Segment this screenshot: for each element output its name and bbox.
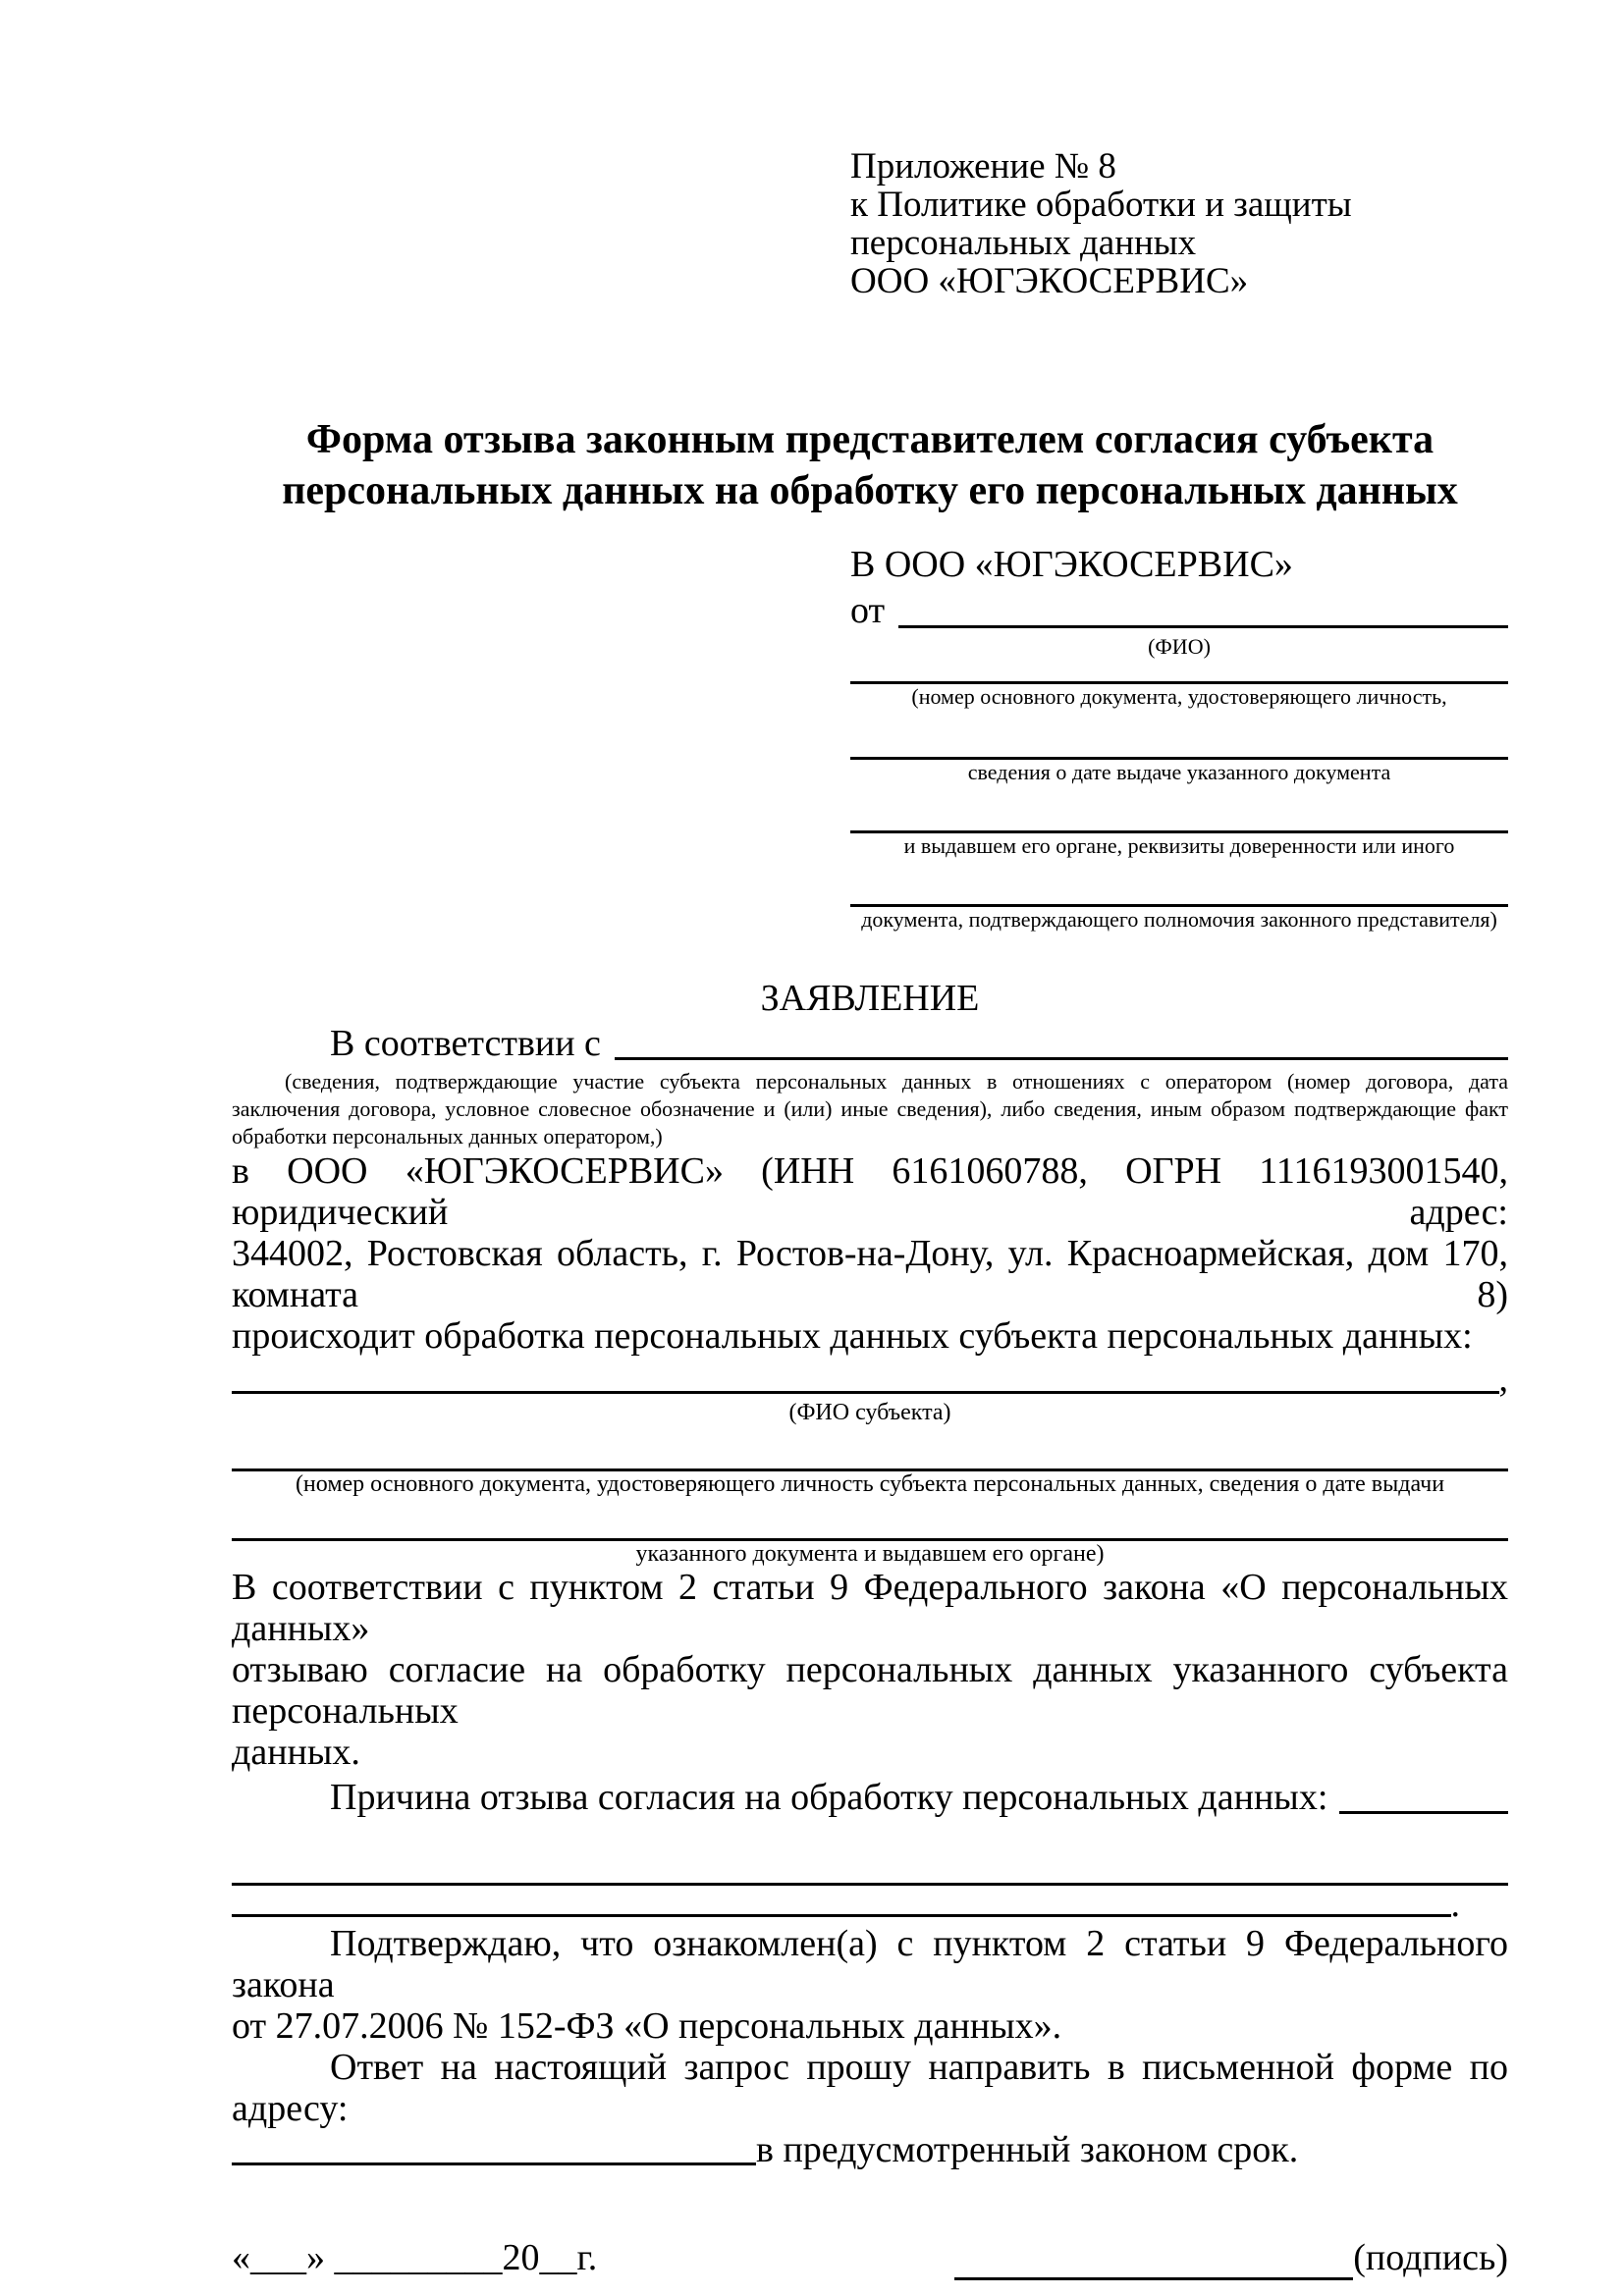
signature-area <box>954 2235 1508 2280</box>
signature-blank-line <box>954 2238 1353 2280</box>
addressee-block <box>850 542 1508 933</box>
doc-info-blank-line <box>850 727 1508 760</box>
document-title <box>232 414 1508 516</box>
intro-blank-line <box>615 1021 1508 1060</box>
reply-paragraph <box>232 2047 1508 2170</box>
document-title-line: Форма отзыва законным представителем согласия субъекта <box>305 417 1435 462</box>
appendix-line: к Политике обработки и защиты <box>850 185 1352 225</box>
appendix-line: Приложение № 8 <box>850 146 1116 187</box>
doc-info-caption: и выдавшем его органе, реквизиты доверенности или иного <box>903 833 1455 858</box>
subject-doc-blank-line <box>232 1439 1508 1471</box>
statement-heading: ЗАЯВЛЕНИЕ <box>760 978 980 1019</box>
from-label: от <box>850 590 886 631</box>
subject-doc-blank-line <box>232 1509 1508 1541</box>
note-line: заключения договора, условное словесное обозначение и (или) иные сведения), либо сведения, иным образом подтверждающие факт <box>232 1096 1508 1121</box>
doc-info-caption: документа, подтверждающего полномочия законного представителя) <box>861 907 1497 932</box>
doc-info-blank-line <box>850 801 1508 833</box>
note-line: (сведения, подтверждающие участие субъекта персональных данных в отношениях с оператором (номер договора, дата <box>285 1069 1508 1094</box>
reply-address-row <box>232 2129 1508 2170</box>
subject-fio-row <box>232 1359 1508 1400</box>
signature-caption: (подпись) <box>1353 2237 1508 2278</box>
reason-extra-blank-line <box>232 1853 1508 1886</box>
appendix-line: персональных данных <box>850 223 1197 263</box>
withdrawal-paragraph <box>232 1567 1508 1773</box>
addressee-from-row <box>850 587 1508 634</box>
paragraph-indent <box>232 1021 330 1066</box>
reply-line-suffix: в предусмотренный законом срок. <box>756 2129 1299 2170</box>
intro-note <box>232 1068 1508 1150</box>
subject-fio-blank-line <box>232 1359 1499 1394</box>
subject-doc-caption: (номер основного документа, удостоверяющего личность субъекта персональных данных, сведения о дате выдачи <box>295 1471 1445 1497</box>
withdrawal-line: отзываю согласие на обработку персональных данных указанного субъекта персональных <box>232 1649 1508 1732</box>
fio-caption: (ФИО) <box>1148 634 1211 659</box>
note-line: обработки персональных данных оператором,) <box>232 1124 663 1148</box>
doc-info-blank-line <box>850 875 1508 907</box>
blank-line-period: . <box>1450 1884 1460 1925</box>
reason-prefix: Причина отзыва согласия на обработку персональных данных: <box>330 1777 1328 1818</box>
intro-row <box>232 1021 1508 1066</box>
reason-extra-row <box>232 1886 1508 1923</box>
operator-paragraph-line: происходит обработка персональных данных субъекта персональных данных: <box>232 1315 1473 1357</box>
appendix-line: ООО «ЮГЭКОСЕРВИС» <box>850 261 1249 301</box>
subject-fio-caption: (ФИО субъекта) <box>788 1400 951 1425</box>
doc-info-caption: (номер основного документа, удостоверяющего личность, <box>911 684 1447 709</box>
confirm-line: от 27.07.2006 № 152-ФЗ «О персональных данных». <box>232 2005 1062 2047</box>
from-fio-blank-line <box>898 587 1508 628</box>
reply-line: Ответ на настоящий запрос прошу направить в письменной форме по адресу: <box>232 2047 1508 2129</box>
date-line: «___» _________20__г. <box>232 2237 598 2278</box>
subject-doc-caption: указанного документа и выдавшем его органе) <box>635 1541 1105 1567</box>
withdrawal-line: В соответствии с пунктом 2 статьи 9 Федерального закона «О персональных данных» <box>232 1567 1508 1649</box>
reason-blank-line <box>1339 1775 1508 1814</box>
reason-row <box>232 1775 1508 1820</box>
intro-prefix: В соответствии с <box>330 1023 601 1064</box>
footer-row <box>232 2235 1508 2280</box>
reply-address-blank-line <box>232 2129 756 2165</box>
addressee-to: В ООО «ЮГЭКОСЕРВИС» <box>850 544 1293 585</box>
confirm-line: Подтверждаю, что ознакомлен(а) с пунктом 2 статьи 9 Федерального закона <box>232 1923 1508 2005</box>
withdrawal-line: данных. <box>232 1732 360 1773</box>
paragraph-indent <box>232 1775 330 1820</box>
appendix-block <box>850 147 1508 300</box>
doc-info-blank-line <box>850 660 1508 684</box>
document-title-line: персональных данных на обработку его персональных данных <box>282 468 1458 513</box>
operator-paragraph-line: в ООО «ЮГЭКОСЕРВИС» (ИНН 6161060788, ОГРН 1116193001540, юридический адрес: <box>232 1150 1508 1233</box>
operator-paragraph <box>232 1150 1508 1357</box>
doc-info-caption: сведения о дате выдаче указанного документа <box>967 760 1391 784</box>
confirm-paragraph <box>232 1923 1508 2047</box>
subject-fio-comma: , <box>1498 1359 1508 1400</box>
reason-extra-blank-line <box>232 1886 1451 1917</box>
operator-paragraph-line: 344002, Ростовская область, г. Ростов-на-Дону, ул. Красноармейская, дом 170, комната 8) <box>232 1233 1508 1315</box>
